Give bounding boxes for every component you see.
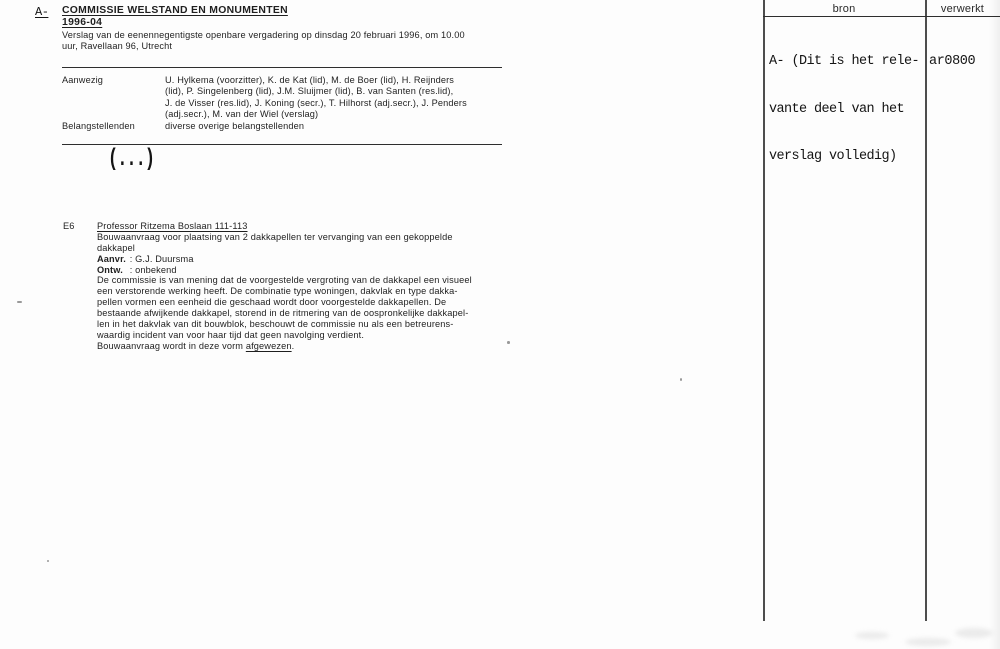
opinion-line: De commissie is van mening dat de voorgestelde vergroting van de dakkapel een visueel: [97, 275, 472, 286]
designer-label: Ontw.: [97, 264, 123, 275]
opinion-line: len in het dakvlak van dit bouwblok, beschouwt de commissie nu als een betreurens-: [97, 319, 454, 330]
document-title: COMMISSIE WELSTAND EN MONUMENTEN: [62, 5, 288, 16]
omission-mark: (...): [108, 147, 155, 174]
present-names-line: (adj.secr.), M. van der Wiel (verslag): [165, 108, 319, 119]
agenda-item-body: [97, 221, 501, 352]
scan-speck: [507, 341, 510, 344]
applicant-label: Aanvr.: [97, 253, 126, 264]
opinion-line: waardig incident van voor haar tijd dat geen navolging verdient.: [97, 329, 365, 340]
margin-table-header-rule: [763, 16, 1000, 17]
bron-note-line: verslag volledig): [769, 148, 897, 164]
bron-note-line: vante deel van het: [769, 101, 905, 117]
margin-table-left-border: [763, 0, 765, 621]
decision-word: afgewezen: [245, 340, 292, 351]
scan-speck: [680, 378, 682, 381]
decision-line: [97, 341, 501, 352]
opinion-line: een verstorende werking heeft. De combinatie type woningen, dakvlak en type dakka-: [97, 286, 458, 297]
scan-smudge: [905, 638, 951, 646]
scan-smudge: [855, 632, 889, 639]
applicant-line: [97, 254, 501, 265]
bron-column-header: bron: [832, 2, 856, 15]
scan-speck: [47, 560, 49, 562]
decision-suffix: .: [291, 340, 295, 351]
interested-value: diverse overige belangstellenden: [165, 121, 305, 131]
request-line: Bouwaanvraag voor plaatsing van 2 dakkapellen ter vervanging van een gekoppelde: [97, 231, 453, 242]
applicant-value: : G.J. Duursma: [129, 253, 194, 264]
verwerkt-code: ar0800: [929, 54, 976, 69]
margin-reference-mark: A-: [35, 5, 49, 19]
present-names: [165, 75, 467, 120]
present-names-line: J. de Visser (res.lid), J. Koning (secr.), T. Hilhorst (adj.secr.), J. Penders: [165, 97, 467, 108]
bron-note: [769, 23, 919, 196]
request-line: dakkapel: [97, 242, 135, 253]
verwerkt-column-header: verwerkt: [940, 2, 985, 15]
intro-line: Verslag van de eenennegentigste openbare vergadering op dinsdag 20 februari 1996, om 10.00: [62, 30, 465, 40]
opinion-line: pellen vormen een eenheid die geschaad wordt door voorgestelde dakkapellen. De: [97, 297, 447, 308]
interested-label: Belangstellenden: [62, 121, 135, 131]
divider-line-bottom: [62, 144, 502, 145]
scan-smudge: [955, 628, 993, 638]
decision-prefix: Bouwaanvraag wordt in deze vorm: [97, 340, 246, 351]
scan-edge-shading: [989, 0, 1000, 649]
present-label: Aanwezig: [62, 75, 104, 85]
designer-line: [97, 265, 501, 276]
scan-speck: [17, 301, 22, 303]
meeting-intro: [62, 30, 465, 52]
document-number: 1996-04: [62, 17, 103, 28]
opinion-line: bestaande afwijkende dakkapel, storend in de ritmering van de oospronkelijke dakkapel-: [97, 308, 469, 319]
divider-line-top: [62, 67, 502, 68]
designer-value: : onbekend: [129, 264, 177, 275]
agenda-item-address: Professor Ritzema Boslaan 111-113: [97, 221, 248, 231]
present-names-line: (lid), P. Singelenberg (lid), J.M. Sluijmer (lid), B. van Santen (res.lid),: [165, 86, 454, 97]
intro-line: uur, Ravellaan 96, Utrecht: [62, 40, 173, 51]
margin-table-column-border: [925, 0, 927, 621]
agenda-item-code: E6: [63, 221, 75, 231]
present-names-line: U. Hylkema (voorzitter), K. de Kat (lid), M. de Boer (lid), H. Reijnders: [165, 75, 455, 85]
bron-note-line: A- (Dit is het rele-: [769, 54, 920, 70]
